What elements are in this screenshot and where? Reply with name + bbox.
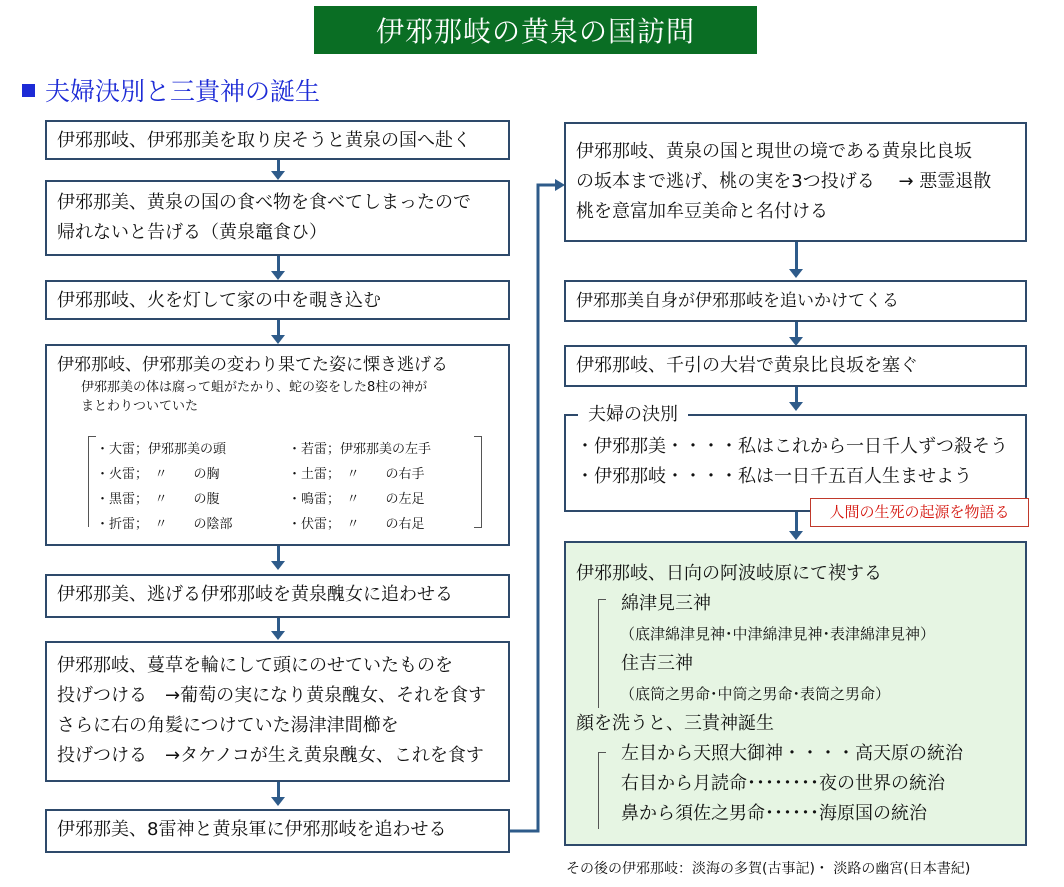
box-text: さらに右の角髪につけていた湯津津間櫛を [57, 715, 399, 736]
box-text: 投げつける →葡萄の実になり黄泉醜女、それを食す [57, 685, 487, 706]
god-item: ・大雷；伊邪那美の頭 [96, 442, 227, 457]
flow-box-r5 [564, 541, 1027, 846]
box-text: 伊邪那岐、火を灯して家の中を覗き込む [57, 290, 381, 311]
subtitle-text: 夫婦決別と三貴神の誕生 [45, 77, 321, 106]
page-title: 伊邪那岐の黄泉の国訪問 [314, 6, 757, 54]
box-label: 夫婦の決別 [578, 402, 688, 428]
box-text: 住吉三神 [621, 653, 693, 674]
god-item: ・若雷；伊邪那美の左手 [288, 442, 432, 457]
god-item: ・黒雷； 〃 の腹 [96, 492, 220, 507]
left-bracket [598, 599, 606, 708]
god-item: ・土雷； 〃 の右手 [288, 467, 425, 482]
box-text: 伊邪那岐、日向の阿波岐原にて禊する [576, 563, 882, 584]
box-text: 鼻から須佐之男命･･････海原国の統治 [621, 803, 927, 824]
box-text: 伊邪那美、8雷神と黄泉軍に伊邪那岐を追わせる [57, 819, 447, 840]
box-text: ・伊邪那岐・・・・私は一日千五百人生ませよう [576, 466, 972, 487]
box-text: ・伊邪那美・・・・私はこれから一日千人ずつ殺そう [576, 436, 1008, 457]
box-text: 伊邪那美、黄泉の国の食べ物を食べてしまったので [57, 192, 471, 213]
box-text: （底津綿津見神･中津綿津見神･表津綿津見神） [620, 625, 936, 643]
box-text: 帰れないと告げる（黄泉竈食ひ） [57, 222, 327, 243]
annotation-note: 人間の生死の起源を物語る [810, 498, 1029, 527]
god-item: ・折雷； 〃 の陰部 [96, 517, 233, 532]
box-text: 投げつける →タケノコが生え黄泉醜女、これを食す [57, 745, 484, 766]
box-note: 伊邪那美の体は腐って蛆がたかり、蛇の姿をした8柱の神が [81, 380, 428, 395]
box-text: 伊邪那美、逃げる伊邪那岐を黄泉醜女に追わせる [57, 584, 453, 605]
flow-box-r1 [564, 122, 1027, 242]
box-text: 伊邪那岐、伊邪那美の変わり果てた姿に慄き逃げる [57, 355, 448, 375]
box-text: 桃を意富加牟豆美命と名付ける [576, 201, 828, 222]
god-item: ・鳴雷； 〃 の左足 [288, 492, 425, 507]
god-item: ・火雷； 〃 の胸 [96, 467, 220, 482]
box-text: 伊邪那岐、伊邪那美を取り戻そうと黄泉の国へ赴く [57, 130, 471, 151]
box-text: 綿津見三神 [621, 593, 711, 614]
box-text: 左目から天照大御神・・・・高天原の統治 [621, 743, 963, 764]
box-text: 伊邪那岐、黄泉の国と現世の境である黄泉比良坂 [576, 141, 972, 162]
box-text: 伊邪那岐、蔓草を輪にして頭にのせていたものを [57, 655, 453, 676]
left-bracket [598, 752, 606, 829]
box-text: 伊邪那岐、千引の大岩で黄泉比良坂を塞ぐ [576, 355, 918, 376]
flow-box-r2 [564, 280, 1027, 322]
box-text: 顔を洗うと、三貴神誕生 [576, 713, 774, 734]
box-text: 右目から月読命････････夜の世界の統治 [621, 773, 945, 794]
footnote: その後の伊邪那岐：淡海の多賀(古事記)・ 淡路の幽宮(日本書紀) [566, 861, 971, 877]
box-text: （底筒之男命･中筒之男命･表筒之男命） [620, 685, 891, 703]
box-note: まとわりついていた [81, 399, 199, 414]
god-item: ・伏雷； 〃 の右足 [288, 517, 425, 532]
box-text: 伊邪那美自身が伊邪那岐を追いかけてくる [576, 291, 899, 311]
box-text: の坂本まで逃げ、桃の実を3つ投げる → 悪霊退散 [576, 171, 992, 192]
flow-box-r3 [564, 345, 1027, 387]
